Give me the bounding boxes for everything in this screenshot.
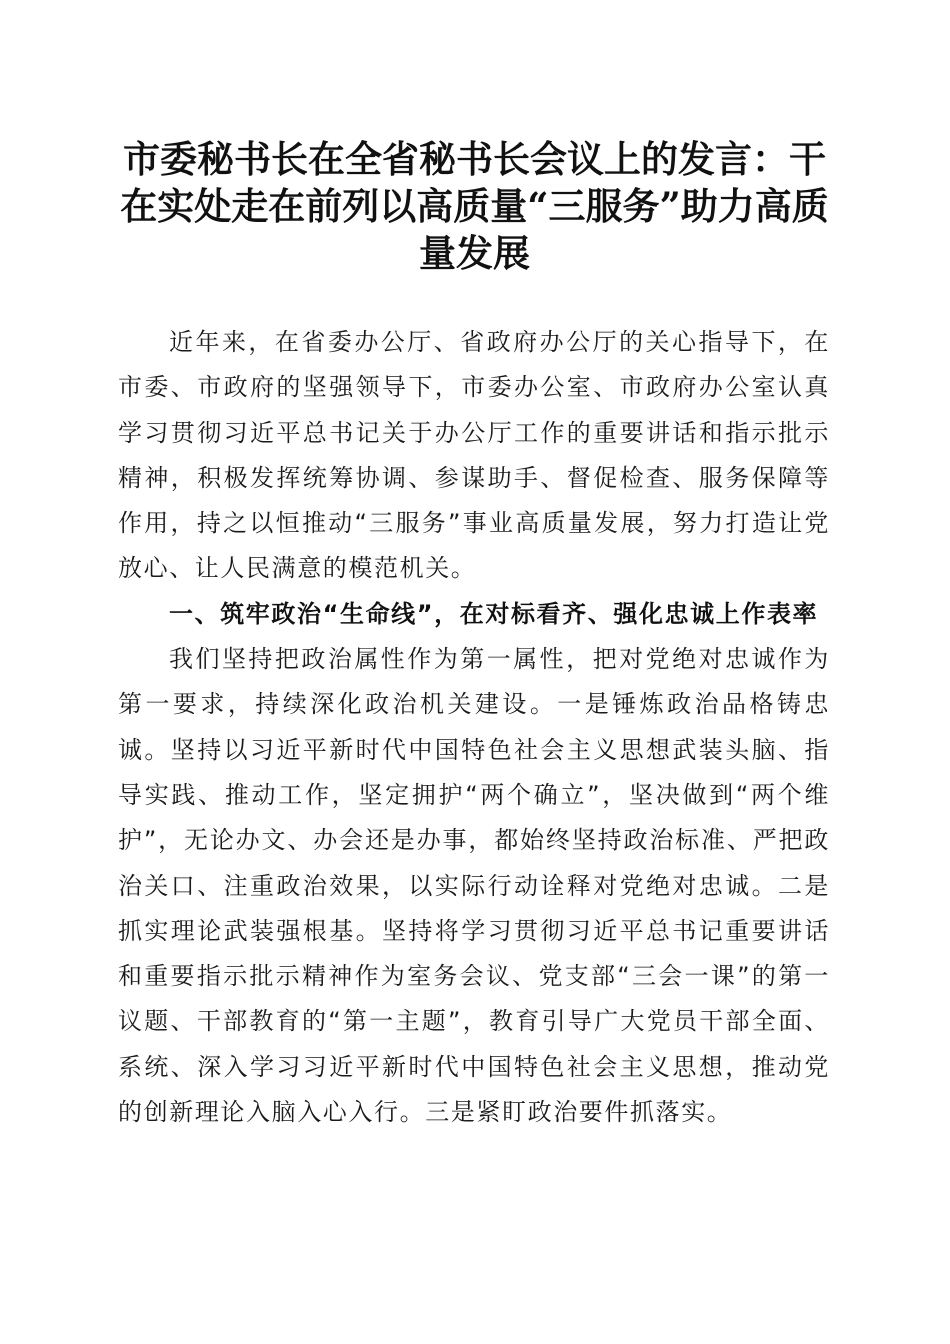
section-heading: 一、筑牢政治“生命线”，在对标看齐、强化忠诚上作表率	[169, 599, 819, 628]
section-paragraph: 我们坚持把政治属性作为第一属性，把对党绝对忠诚作为第一要求，持续深化政治机关建设。一是锤炼政治品格铸忠诚。坚持以习近平新时代中国特色社会主义思想武装头脑、指导实践、推动工作，坚定拥护“两个确立”，坚决做到“两个维护”，无论办文、办会还是办事，都始终坚持政治标准、严把政治关口、注重政治效果，以实际行动诠释对党绝对忠诚。二是抓实理论武装强根基。坚持将学习贯彻习近平总书记重要讲话和重要指示批示精神作为室务会议、党支部“三会一课”的第一议题、干部教育的“第一主题”，教育引导广大党员干部全面、系统、深入学习习近平新时代中国特色社会主义思想，推动党的创新理论入脑入心入行。三是紧盯政治要件抓落实。	[118, 645, 830, 1127]
document-body	[118, 320, 830, 1135]
document-title: 市委秘书长在全省秘书长会议上的发言：干在实处走在前列以高质量“三服务”助力高质量发展	[120, 137, 829, 275]
intro-paragraph: 近年来，在省委办公厅、省政府办公厅的关心指导下，在市委、市政府的坚强领导下，市委办公室、市政府办公室认真学习贯彻习近平总书记关于办公厅工作的重要讲话和指示批示精神，积极发挥统筹协调、参谋助手、督促检查、服务保障等作用，持之以恒推动“三服务”事业高质量发展，努力打造让党放心、让人民满意的模范机关。	[118, 328, 830, 583]
